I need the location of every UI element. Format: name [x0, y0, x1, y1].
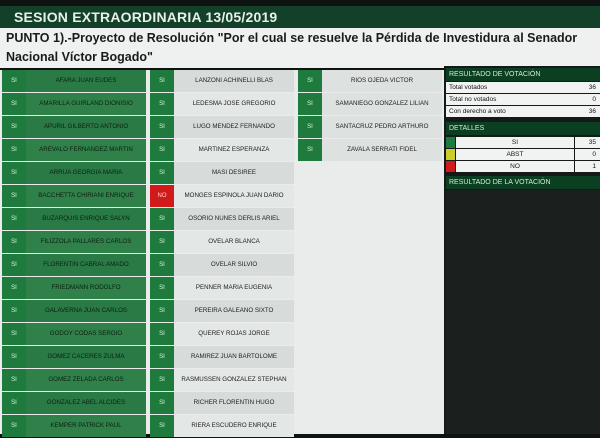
vote-tag: SI — [2, 70, 26, 92]
senator-row — [148, 70, 296, 93]
senator-column-1 — [0, 70, 148, 434]
detail-yes-label: SI — [456, 137, 574, 148]
eligible-voters-value: 36 — [588, 108, 596, 115]
senator-row — [0, 415, 148, 438]
senator-row — [148, 392, 296, 415]
abstain-color-swatch — [446, 149, 455, 160]
vote-tag: SI — [2, 162, 26, 184]
senator-row — [0, 392, 148, 415]
vote-tag: SI — [150, 70, 174, 92]
senator-row — [0, 162, 148, 185]
senator-row — [0, 93, 148, 116]
senator-name: KEMPER PATRICK PAUL — [26, 415, 146, 437]
senator-name: MASI DESIREE — [174, 162, 294, 184]
senator-name: OSORIO NUNES DERLIS ARIEL — [174, 208, 294, 230]
vote-tag: SI — [150, 300, 174, 322]
senator-name: BUZARQUIS ENRIQUE SALYN — [26, 208, 146, 230]
total-not-voted-label: Total no votados — [449, 96, 497, 103]
vote-tag: SI — [2, 300, 26, 322]
senator-name: LUGO MENDEZ FERNANDO — [174, 116, 294, 138]
detail-no-row — [446, 161, 600, 172]
vote-tag: SI — [2, 254, 26, 276]
vote-tag: SI — [2, 369, 26, 391]
senator-row — [296, 70, 444, 93]
vote-tag: SI — [150, 415, 174, 437]
senator-row — [296, 139, 444, 162]
senator-name: ZAVALA SERRATI FIDEL — [322, 139, 442, 161]
detail-abstain-count: 0 — [575, 149, 600, 160]
no-color-swatch — [446, 161, 455, 172]
detail-yes-row — [446, 137, 600, 148]
detail-no-label: NO — [456, 161, 574, 172]
vote-tag: SI — [2, 208, 26, 230]
vote-tag: SI — [150, 369, 174, 391]
senator-name: PEREIRA GALEANO SIXTO — [174, 300, 294, 322]
total-voted-row — [446, 82, 600, 93]
vote-tag: SI — [298, 116, 322, 138]
detail-yes-count: 35 — [575, 137, 600, 148]
senator-row — [148, 162, 296, 185]
senator-row — [0, 139, 148, 162]
senator-row — [0, 116, 148, 139]
outcome-area — [446, 190, 600, 434]
vote-tag: SI — [2, 185, 26, 207]
senator-name: AFARA JUAN EUDES — [26, 70, 146, 92]
senator-row — [148, 93, 296, 116]
senator-name: FLORENTIN CABRAL AMADO — [26, 254, 146, 276]
eligible-voters-row — [446, 106, 600, 117]
senator-row — [0, 208, 148, 231]
results-header: RESULTADO DE VOTACIÓN — [446, 68, 600, 81]
senator-row — [148, 116, 296, 139]
session-title: SESION EXTRAORDINARIA 13/05/2019 — [0, 6, 600, 28]
senator-name: FRIEDMANN RODOLFO — [26, 277, 146, 299]
total-voted-label: Total votados — [449, 84, 488, 91]
agenda-item: PUNTO 1).-Proyecto de Resolución "Por el cual se resuelve la Pérdida de Investidura al Senador Nacional Víctor Bogado" — [0, 28, 600, 68]
senator-name: SANTACRUZ PEDRO ARTHURO — [322, 116, 442, 138]
vote-tag: SI — [150, 254, 174, 276]
vote-tag: SI — [2, 415, 26, 437]
senator-name: GOMEZ CACERES ZULMA — [26, 346, 146, 368]
senator-row — [148, 208, 296, 231]
vote-tag: SI — [150, 162, 174, 184]
senator-name: LANZONI ACHINELLI BLAS — [174, 70, 294, 92]
details-header: DETALLES — [446, 122, 600, 135]
senator-row — [0, 346, 148, 369]
senator-row — [0, 323, 148, 346]
total-not-voted-row — [446, 94, 600, 105]
senator-name: BACCHETTA CHIRIANI ENRIQUE — [26, 185, 146, 207]
vote-tag: SI — [2, 392, 26, 414]
senator-name: RAMIREZ JUAN BARTOLOME — [174, 346, 294, 368]
senator-name: RASMUSSEN GONZALEZ STEPHAN — [174, 369, 294, 391]
vote-grid — [0, 70, 444, 434]
vote-tag: SI — [150, 93, 174, 115]
senator-name: PENNER MARIA EUGENIA — [174, 277, 294, 299]
vote-tag: SI — [298, 70, 322, 92]
senator-row — [0, 185, 148, 208]
senator-name: FILIZZOLA PALLARES CARLOS — [26, 231, 146, 253]
senator-row — [0, 300, 148, 323]
senator-name: ARRUA GEORGIA MARIA — [26, 162, 146, 184]
outcome-header: RESULTADO DE LA VOTACIÓN — [446, 176, 600, 189]
senator-row — [0, 277, 148, 300]
vote-tag: SI — [298, 139, 322, 161]
senator-row — [148, 346, 296, 369]
vote-tag: SI — [150, 277, 174, 299]
senator-name: OVELAR BLANCA — [174, 231, 294, 253]
senator-name: RICHER FLORENTIN HUGO — [174, 392, 294, 414]
senator-name: RIOS OJEDA VICTOR — [322, 70, 442, 92]
vote-tag: SI — [2, 231, 26, 253]
senator-row — [0, 254, 148, 277]
detail-abstain-row — [446, 149, 600, 160]
senator-name: LEDESMA JOSE GREGORIO — [174, 93, 294, 115]
senator-name: AMARILLA GUIRLAND DIONISIO — [26, 93, 146, 115]
senator-row — [296, 116, 444, 139]
senator-name: GONZALEZ ABEL ALCIDES — [26, 392, 146, 414]
yes-color-swatch — [446, 137, 455, 148]
vote-tag: SI — [298, 93, 322, 115]
senator-name: AREVALO FERNANDEZ MARTIN — [26, 139, 146, 161]
vote-tag: SI — [2, 116, 26, 138]
senator-row — [0, 231, 148, 254]
vote-tag: SI — [150, 392, 174, 414]
senator-name: GOMEZ ZELADA CARLOS — [26, 369, 146, 391]
senator-column-2 — [148, 70, 296, 434]
senator-name: QUEREY ROJAS JORGE — [174, 323, 294, 345]
senator-row — [148, 231, 296, 254]
senator-row — [148, 300, 296, 323]
results-panel — [444, 66, 600, 434]
senator-name: SAMANIEGO GONZALEZ LILIAN — [322, 93, 442, 115]
senator-row — [148, 369, 296, 392]
vote-tag: SI — [150, 139, 174, 161]
total-not-voted-value: 0 — [592, 96, 596, 103]
senator-row — [296, 93, 444, 116]
senator-name: APURIL GILBERTO ANTONIO — [26, 116, 146, 138]
senator-row — [0, 369, 148, 392]
senator-name: RIERA ESCUDERO ENRIQUE — [174, 415, 294, 437]
senator-row — [0, 70, 148, 93]
vote-tag: SI — [2, 277, 26, 299]
senator-row — [148, 139, 296, 162]
senator-row — [148, 323, 296, 346]
senator-name: GODOY CODAS SERGIO — [26, 323, 146, 345]
vote-tag: SI — [2, 93, 26, 115]
vote-tag: SI — [150, 208, 174, 230]
senator-row — [148, 185, 296, 208]
vote-tag: NO — [150, 185, 174, 207]
senator-name: MONGES ESPINOLA JUAN DARIO — [174, 185, 294, 207]
vote-tag: SI — [2, 139, 26, 161]
senator-row — [148, 415, 296, 438]
senator-row — [148, 254, 296, 277]
total-voted-value: 36 — [588, 84, 596, 91]
vote-tag: SI — [2, 323, 26, 345]
vote-tag: SI — [150, 116, 174, 138]
senator-column-3 — [296, 70, 444, 434]
vote-tag: SI — [150, 231, 174, 253]
detail-no-count: 1 — [575, 161, 600, 172]
vote-tag: SI — [150, 323, 174, 345]
senator-name: MARTINEZ ESPERANZA — [174, 139, 294, 161]
senator-name: GALAVERNA JUAN CARLOS — [26, 300, 146, 322]
senator-row — [148, 277, 296, 300]
senator-name: OVELAR SILVIO — [174, 254, 294, 276]
vote-tag: SI — [2, 346, 26, 368]
detail-abstain-label: ABST — [456, 149, 574, 160]
eligible-voters-label: Con derecho a voto — [449, 108, 506, 115]
vote-tag: SI — [150, 346, 174, 368]
